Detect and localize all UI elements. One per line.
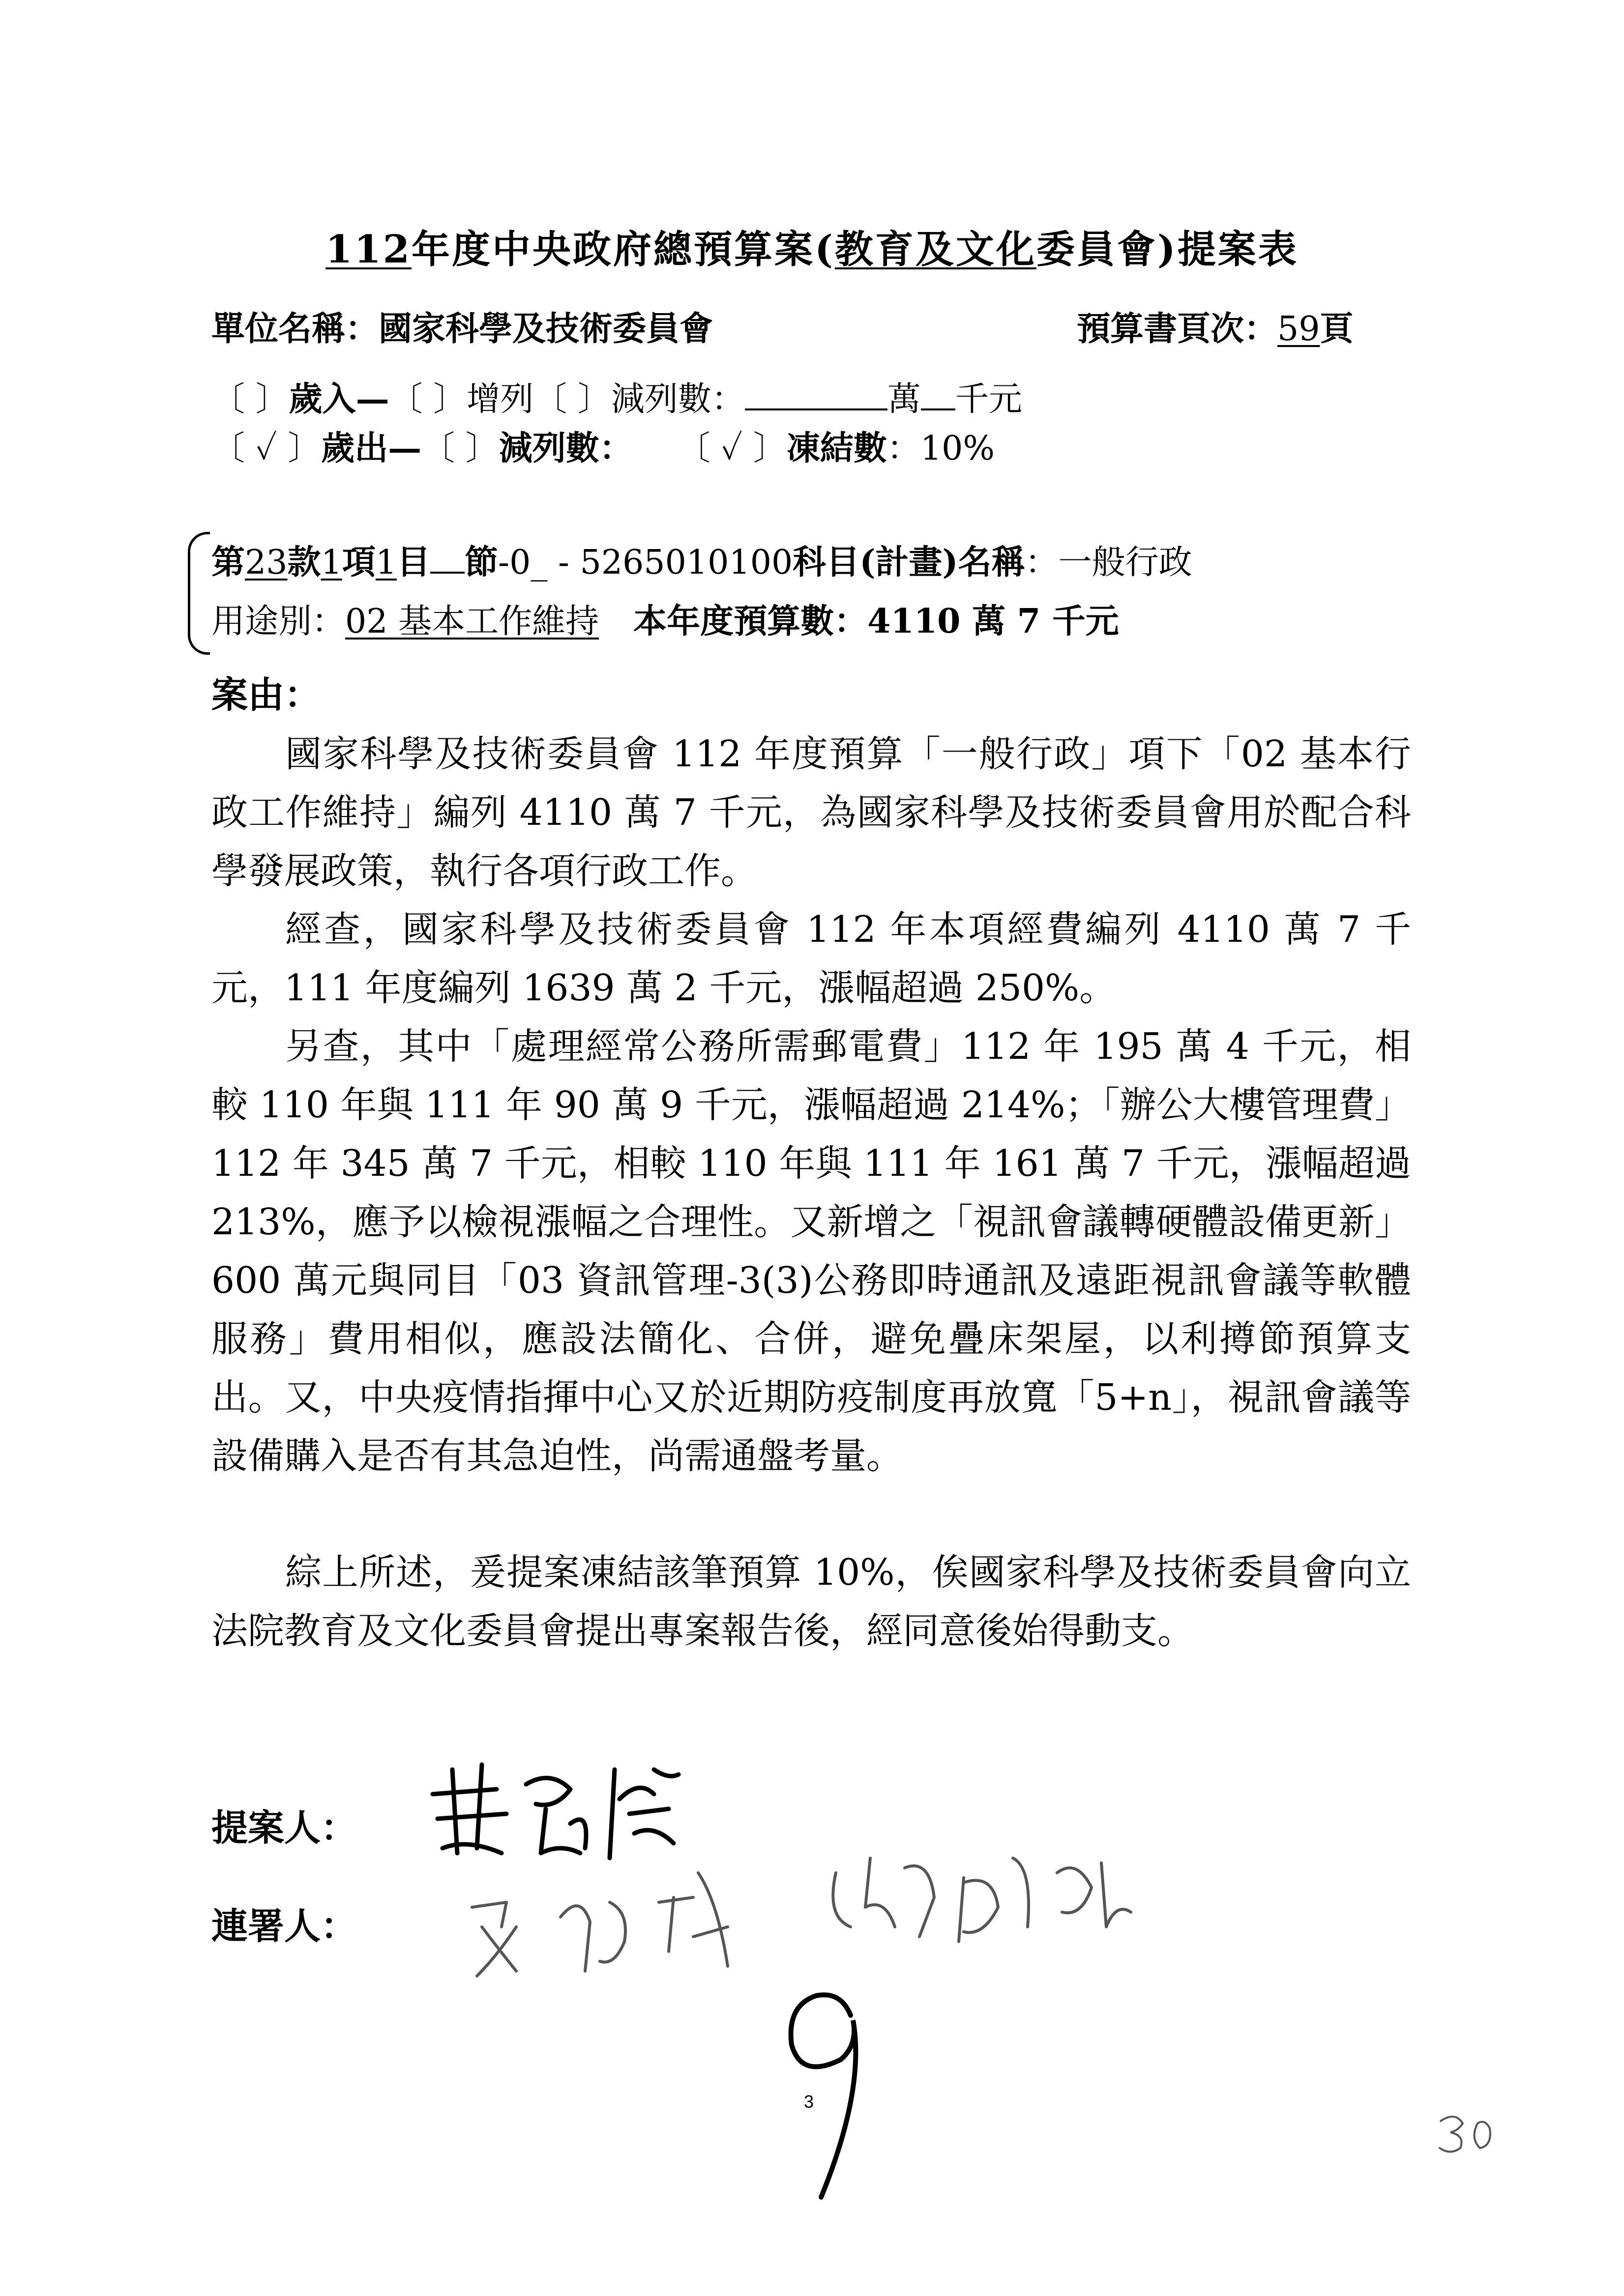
title-year: 112 bbox=[325, 227, 412, 272]
page-unit: 頁 bbox=[1320, 309, 1354, 349]
kuan-label: 款 bbox=[287, 543, 321, 582]
increase-box: 〔 〕 bbox=[389, 380, 467, 419]
reason-paragraph-3: 另查，其中「處理經常公務所需郵電費」112 年 195 萬 4 千元，相較 110 年與 111 年 90 萬 9 千元，漲幅超過 214%；「辦公大樓管理費」112 年 345 萬 7 千元，相較 110 年與 111 年 161 萬 7 千元，漲幅超過 213%，應予以檢視漲幅之合理性。又新增之「視訊會議轉硬體設備更新」600 萬元與同目「03 資訊管理-3(3)公務即時通訊及遠距視訊會議等軟體服務」費用相似，應設法簡化、合併，避免疊床架屋，以利撙節預算支出。又，中央疫情指揮中心又於近期防疫制度再放寬「5+n」，視訊會議等設備購入是否有其急迫性，尚需通盤考量。 bbox=[211, 1025, 1411, 1477]
wan-label: 萬 bbox=[887, 380, 921, 419]
page-number: 3 bbox=[804, 2092, 814, 2112]
page-ref bbox=[1077, 302, 1354, 350]
reason-paragraph-4: 綜上所述，爰提案凍結該筆預算 10%，俟國家科學及技術委員會向立法院教育及文化委員會提出專案報告後，經同意後始得動支。 bbox=[211, 1551, 1411, 1652]
qian-label: 千元 bbox=[955, 380, 1022, 419]
di-label: 第 bbox=[211, 543, 245, 582]
jie-label: 節 bbox=[465, 543, 499, 582]
cosigner-label: 連署人： bbox=[211, 1905, 357, 1947]
xiang-label: 項 bbox=[342, 543, 376, 582]
reason-paragraph-1: 國家科學及技術委員會 112 年度預算「一般行政」項下「02 基本行政工作維持」編列 4110 萬 7 千元，為國家科學及技術委員會用於配合科學發展政策，執行各項行政工作。 bbox=[211, 733, 1411, 892]
reason-paragraph-2: 經查，國家科學及技術委員會 112 年本項經費編列 4110 萬 7 千元，111 年度編列 1639 萬 2 千元，漲幅超過 250%。 bbox=[211, 908, 1411, 1009]
freeze-box: 〔 ✓ 〕 bbox=[677, 429, 787, 468]
xiang-number: 1 bbox=[321, 543, 342, 582]
use-value: 02 基本工作維持 bbox=[345, 602, 599, 641]
item-line bbox=[211, 536, 1192, 583]
proposer-label: 提案人： bbox=[211, 1807, 357, 1849]
unit-line bbox=[211, 302, 713, 350]
corner-number bbox=[1436, 2109, 1500, 2158]
kuan-number: 23 bbox=[245, 543, 288, 582]
subject-value: ：一般行政 bbox=[1025, 543, 1192, 582]
handwritten-number bbox=[767, 1981, 875, 2207]
unit-label: 單位名稱： bbox=[211, 309, 379, 349]
exp-decrease-label: 減列數： bbox=[499, 429, 633, 468]
freeze-value: ：10% bbox=[886, 429, 995, 468]
revenue-box: 〔 〕 bbox=[211, 380, 289, 419]
exp-decrease-box: 〔 〕 bbox=[421, 429, 499, 468]
title-mid: 年度中央政府總預算案( bbox=[412, 227, 835, 272]
mu-label: 目 bbox=[397, 543, 431, 582]
title-committee: 教育及文化 bbox=[834, 227, 1036, 272]
decrease-box: 〔 〕 bbox=[533, 380, 611, 419]
amount-blank bbox=[745, 380, 887, 410]
increase-label: 增列 bbox=[467, 380, 534, 419]
jie-blank bbox=[430, 543, 465, 574]
item-code: -0_ - 5265010100 bbox=[498, 543, 793, 582]
budget-amount: 本年度預算數：4110 萬 7 千元 bbox=[633, 602, 1119, 641]
title-end: 委員會)提案表 bbox=[1036, 227, 1299, 272]
unit-name: 國家科學及技術委員會 bbox=[379, 309, 713, 349]
expenditure-line bbox=[211, 422, 995, 469]
page-label: 預算書頁次： bbox=[1077, 309, 1278, 349]
revenue-line bbox=[211, 373, 1022, 420]
use-label: 用途別： bbox=[211, 602, 346, 641]
subject-label: 科目(計畫)名稱 bbox=[793, 543, 1025, 582]
form-title bbox=[0, 219, 1624, 274]
use-line bbox=[211, 595, 1119, 642]
freeze-label: 凍結數 bbox=[786, 429, 887, 468]
decrease-label: 減列數： bbox=[611, 380, 745, 419]
revenue-label: 歲入— bbox=[289, 379, 389, 419]
reason-heading: 案由： bbox=[211, 674, 321, 716]
mu-number: 1 bbox=[375, 543, 397, 582]
page-number-ref: 59 bbox=[1277, 310, 1320, 349]
expenditure-box: 〔 ✓ 〕 bbox=[211, 429, 322, 468]
item-bracket bbox=[188, 532, 210, 655]
qian-blank bbox=[921, 380, 955, 410]
expenditure-label: 歲出— bbox=[321, 429, 422, 468]
